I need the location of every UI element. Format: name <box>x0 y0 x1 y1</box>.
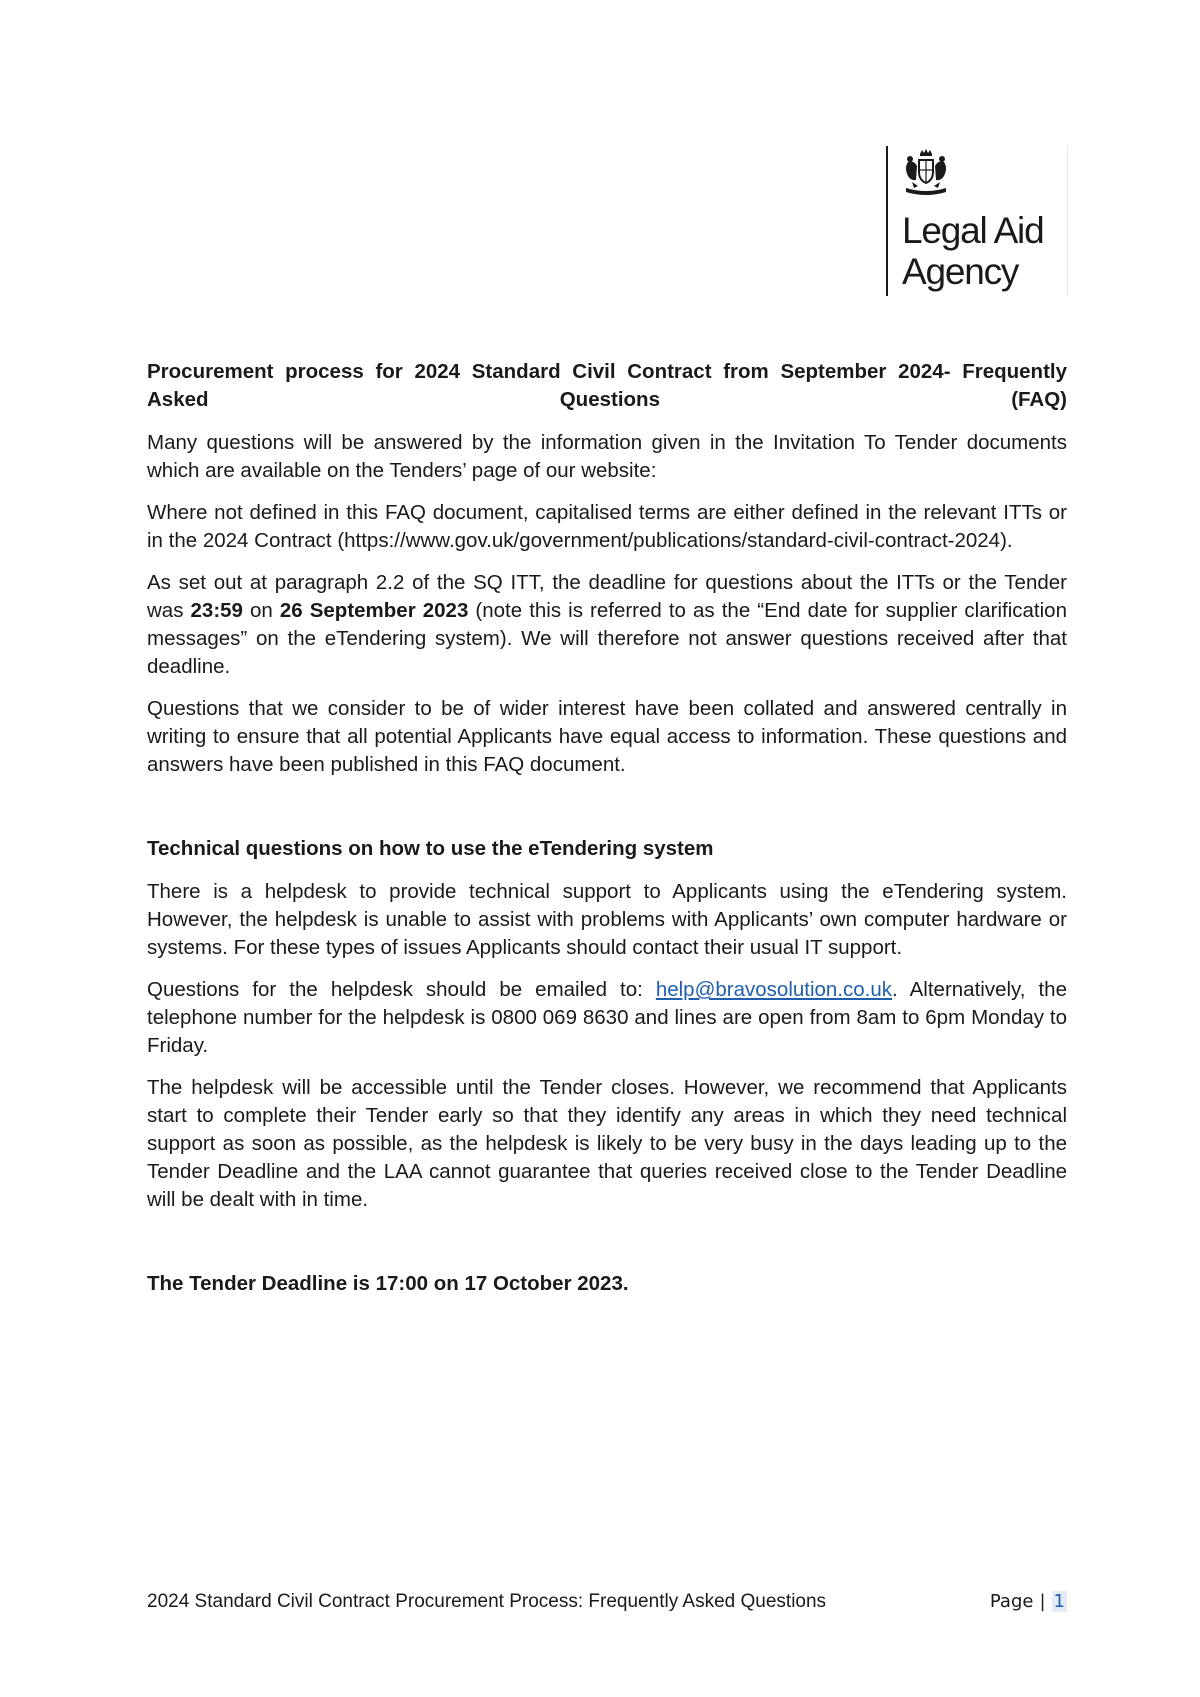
technical-section-heading: Technical questions on how to use the eTendering system <box>147 837 714 860</box>
document-body <box>147 358 1067 1298</box>
logo-border <box>1067 146 1068 296</box>
logo-line-1: Legal Aid <box>902 210 1044 251</box>
intro-paragraph-4: Questions that we consider to be of wider interest have been collated and answered centrally in writing to ensure that all potential Applicants have equal access to information. These questions and answers have been published in this FAQ document. <box>147 697 1067 776</box>
intro-p3-text-b: on <box>242 599 280 622</box>
tender-deadline-statement: The Tender Deadline is 17:00 on 17 October 2023. <box>147 1272 629 1295</box>
intro-p3-text-c: (note this is referred to as the “End date for supplier clarification messages” on the eTendering system). We will therefore not answer questions received after that deadline. <box>147 599 1067 678</box>
section-spacer <box>147 793 1067 835</box>
clarification-deadline-time: 23:59 <box>190 599 243 622</box>
document-title: Procurement process for 2024 Standard Civil Contract from September 2024- Frequently Asked Questions (FAQ) <box>147 360 1067 411</box>
intro-p3-text-a: As set out at paragraph 2.2 of the SQ ITT, the deadline for questions about the ITTs or the Tender was <box>147 571 1067 622</box>
logo-rule <box>886 146 888 296</box>
legal-aid-agency-logo <box>886 146 1068 296</box>
page-label: Page <box>989 1591 1034 1612</box>
section-spacer <box>147 1228 1067 1270</box>
intro-paragraph-3 <box>147 569 1067 681</box>
page-indicator <box>990 1588 1067 1616</box>
page-number: 1 <box>1053 1591 1065 1612</box>
page-separator: | <box>1039 1591 1046 1612</box>
technical-paragraph-3: The helpdesk will be accessible until the Tender closes. However, we recommend that Applicants start to complete their Tender early so that they identify any areas in which they need technical support as soon as possible, as the helpdesk is likely to be very busy in the days leading up to the Tender Deadline and the LAA cannot guarantee that queries received close to the Tender Deadline will be dealt with in time. <box>147 1076 1067 1211</box>
intro-paragraph-1: Many questions will be answered by the information given in the Invitation To Tender documents which are available on the Tenders’ page of our website: <box>147 431 1067 482</box>
technical-p2-text-b: . Alternatively, the telephone number for the helpdesk is 0800 069 8630 and lines are open from 8am to 6pm Monday to Friday. <box>147 978 1067 1057</box>
technical-paragraph-2 <box>147 976 1067 1060</box>
footer-title: 2024 Standard Civil Contract Procurement Process: Frequently Asked Questions <box>147 1591 827 1612</box>
royal-coat-of-arms-icon <box>902 148 950 198</box>
logo-line-2: Agency <box>902 251 1019 292</box>
technical-paragraph-1: There is a helpdesk to provide technical support to Applicants using the eTendering system. However, the helpdesk is unable to assist with problems with Applicants’ own computer hardware or systems. For these types of issues Applicants should contact their usual IT support. <box>147 880 1067 959</box>
clarification-deadline-date: 26 September 2023 <box>279 599 469 622</box>
technical-p2-text-a: Questions for the helpdesk should be emailed to: <box>147 978 656 1001</box>
page-footer <box>147 1588 1067 1616</box>
logo-wordmark <box>902 210 1043 292</box>
intro-paragraph-2: Where not defined in this FAQ document, capitalised terms are either defined in the relevant ITTs or in the 2024 Contract (https://www.gov.uk/government/publications/standard-civil-contract-2024). <box>147 501 1067 552</box>
helpdesk-email-link[interactable]: help@bravosolution.co.uk <box>655 978 893 1001</box>
